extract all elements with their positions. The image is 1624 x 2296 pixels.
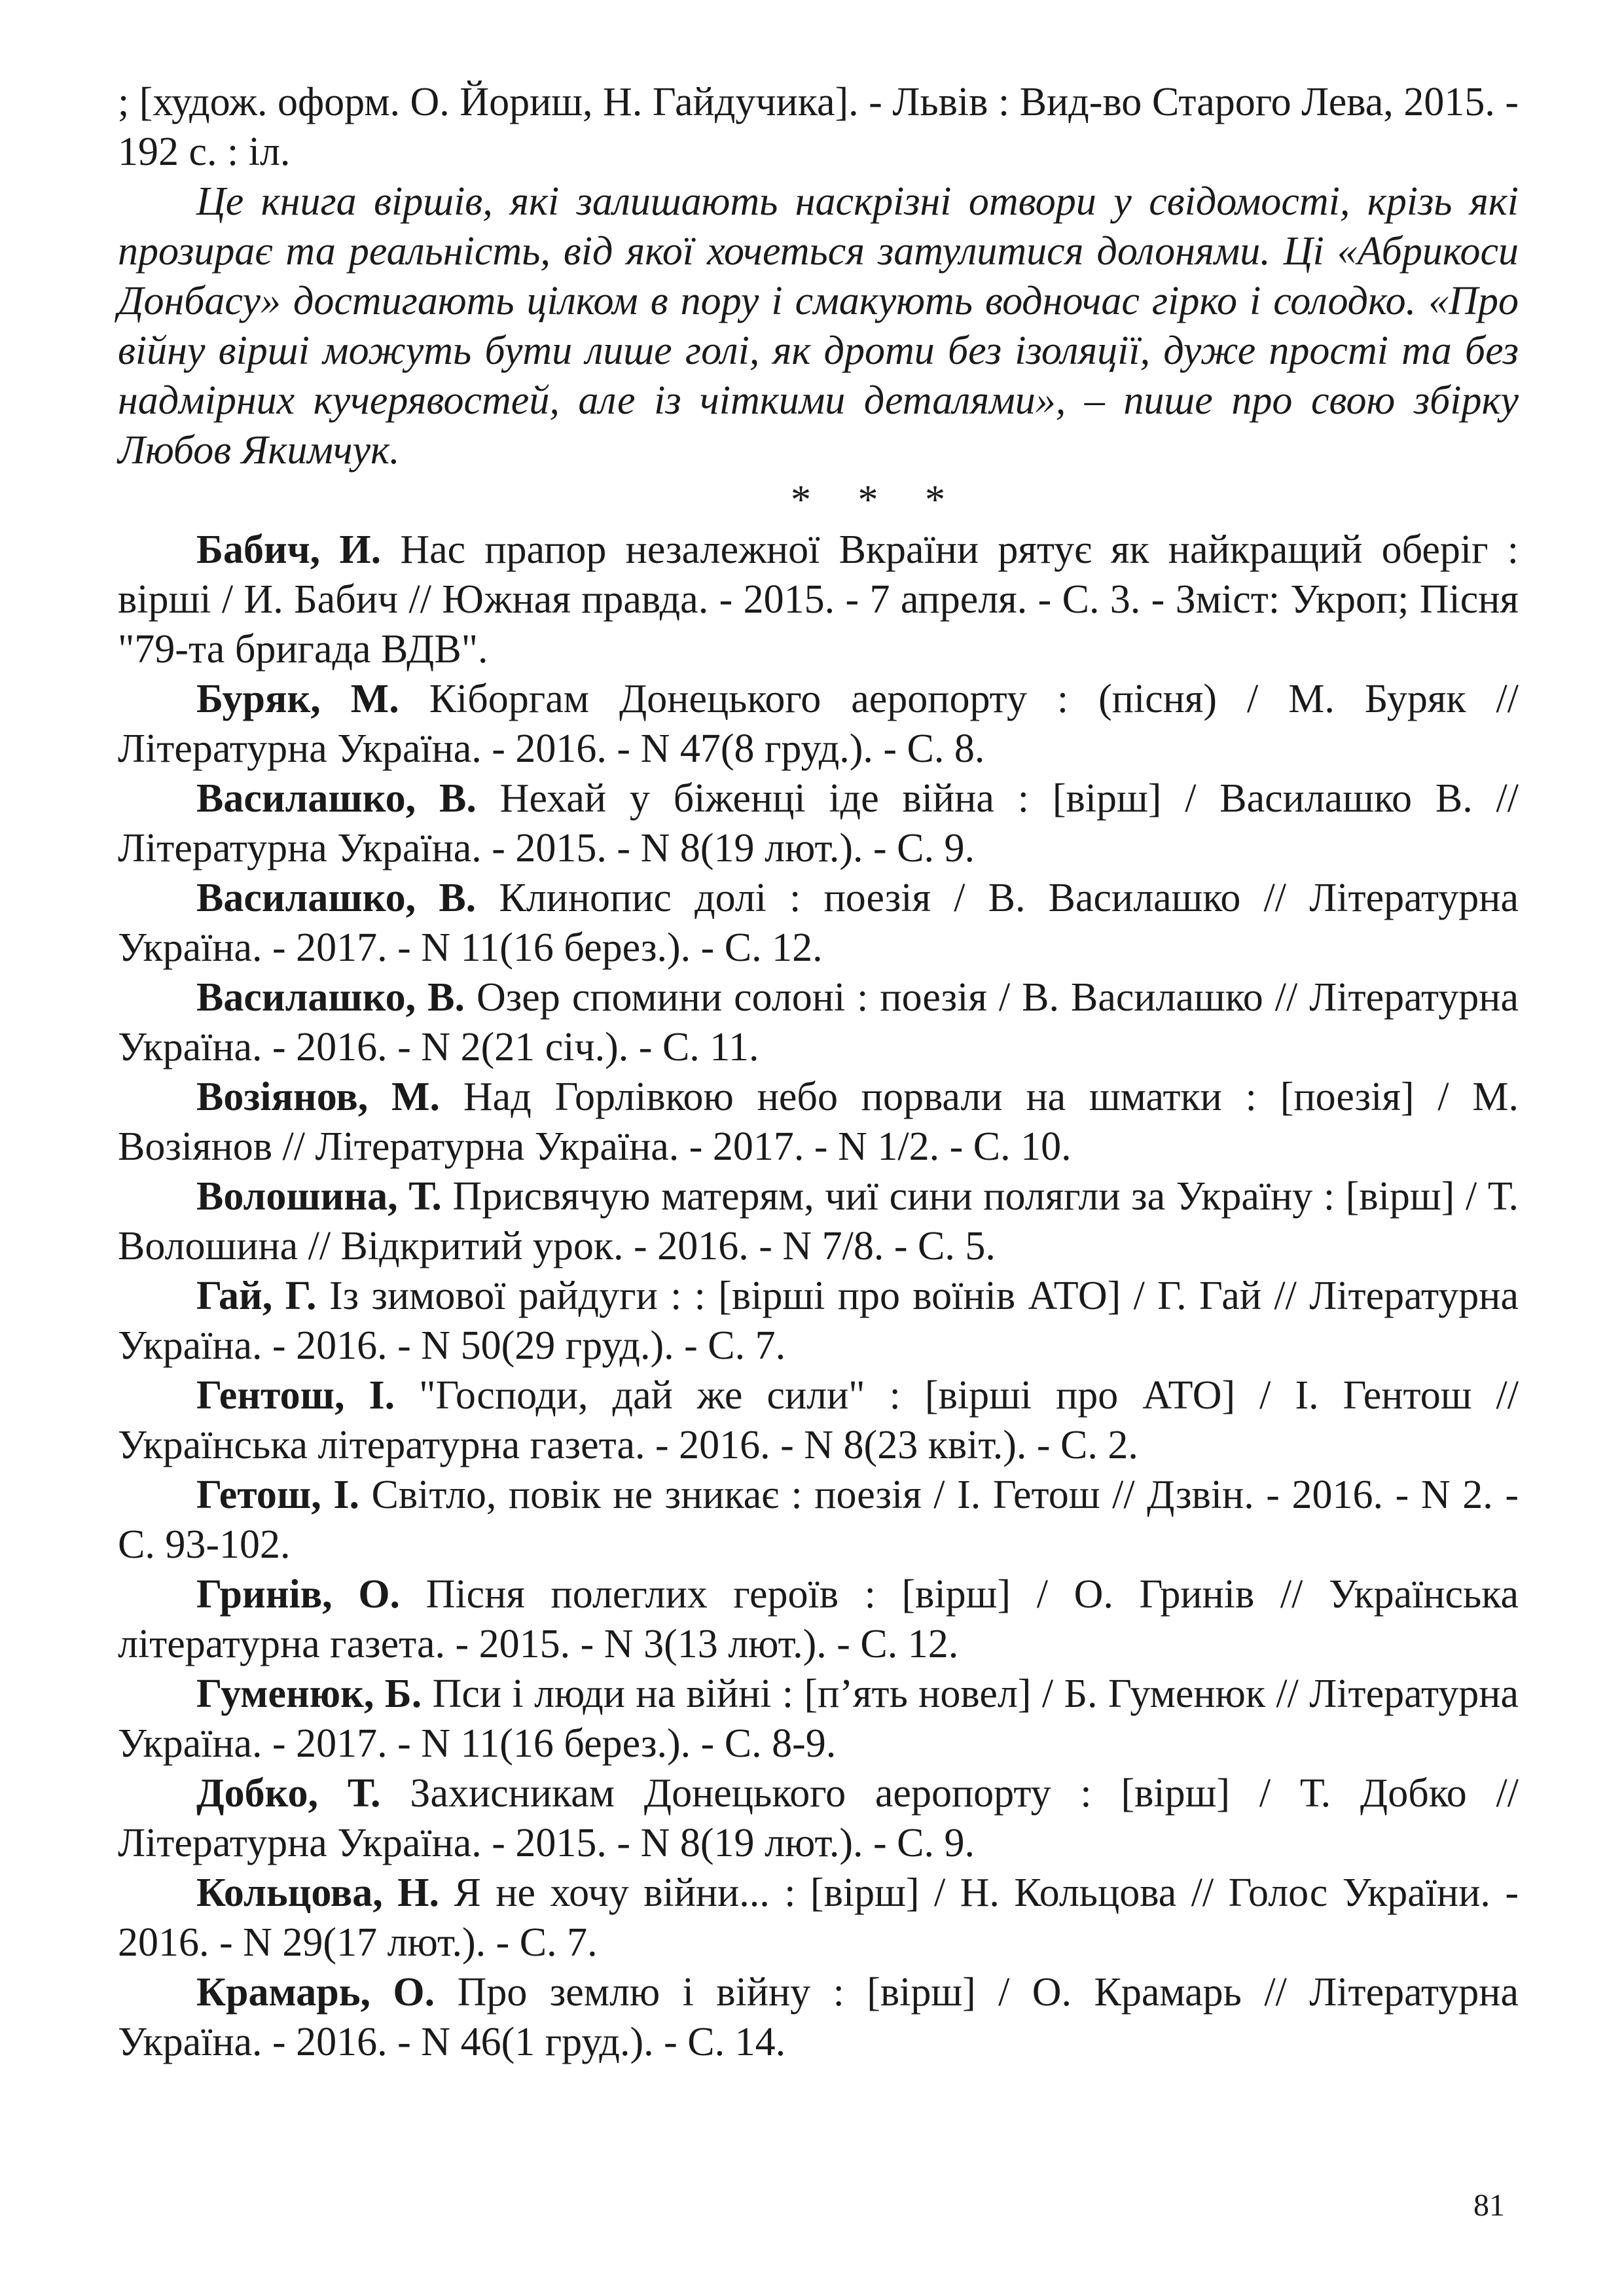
bibliography-entry: [118, 774, 1519, 873]
entry-author: Гай, Г.: [196, 1274, 317, 1318]
bibliography-entry: [118, 1072, 1519, 1172]
entry-text: Озер спомини солоні : поезія / В. Василашко // Літературна Україна. - 2016. - N 2(21 січ.). - С. 11.: [118, 975, 1519, 1069]
bibliography-entry: [118, 1371, 1519, 1470]
entry-author: Гуменюк, Б.: [196, 1672, 422, 1716]
bibliography-entry: [118, 1570, 1519, 1669]
entry-text: Кіборгам Донецького аеропорту : (пісня) / М. Буряк // Літературна Україна. - 2016. - N 47(8 груд.). - С. 8.: [118, 677, 1519, 771]
entry-text: Із зимової райдуги : : [вірші про воїнів АТО] / Г. Гай // Літературна Україна. - 2016. - N 50(29 груд.). - С. 7.: [118, 1274, 1519, 1368]
entry-text: Клинопис долі : поезія / В. Василашко // Літературна Україна. - 2017. - N 11(16 берез.). - С. 12.: [118, 876, 1519, 970]
bibliography-entry: [118, 873, 1519, 973]
entry-text: Нехай у біженці іде війна : [вірш] / Василашко В. // Літературна Україна. - 2015. - N 8(19 лют.). - С. 9.: [118, 776, 1519, 870]
continuation-text: ; [худож. оформ. О. Йориш, Н. Гайдучика]. - Львів : Вид-во Старого Лева, 2015. - 192 с. : іл.: [118, 80, 1519, 174]
entry-text: Пси і люди на війні : [п’ять новел] / Б. Гуменюк // Літературна Україна. - 2017. - N 11(16 берез.). - С. 8-9.: [118, 1672, 1519, 1766]
entry-text: Захисникам Донецького аеропорту : [вірш] / Т. Добко // Літературна Україна. - 2015. - N 8(19 лют.). - С. 9.: [118, 1771, 1519, 1865]
entry-author: Василашко, В.: [196, 776, 477, 821]
entry-author: Гентош, І.: [196, 1373, 395, 1418]
entry-text: Присвячую матерям, чиї сини полягли за Україну : [вірш] / Т. Волошина // Відкритий урок. - 2016. - N 7/8. - С. 5.: [118, 1174, 1519, 1268]
entry-text: "Господи, дай же сили" : [вірші про АТО] / І. Гентош // Українська літературна газета. - 2016. - N 8(23 квіт.). - С. 2.: [118, 1373, 1519, 1467]
page-body: [118, 77, 1519, 2067]
entry-author: Буряк, М.: [196, 677, 399, 721]
section-separator: * * *: [791, 478, 964, 522]
bibliography-entry: [118, 1768, 1519, 1868]
bibliography-entry: [118, 525, 1519, 674]
entry-text: Про землю і війну : [вірш] / О. Крамарь // Літературна Україна. - 2016. - N 46(1 груд.). - С. 14.: [118, 1970, 1519, 2064]
entry-author: Возіянов, М.: [196, 1075, 441, 1119]
bibliography-entry: [118, 1669, 1519, 1768]
entry-author: Добко, Т.: [196, 1771, 381, 1816]
bibliography-entry: [118, 1172, 1519, 1271]
entry-author: Василашко, В.: [196, 975, 465, 1020]
entry-author: Кольцова, Н.: [196, 1871, 439, 1915]
entry-text: Над Горлівкою небо порвали на шматки : [поезія] / М. Возіянов // Літературна Україна. - 2017. - N 1/2. - С. 10.: [118, 1075, 1519, 1169]
bibliography-entry: [118, 1967, 1519, 2067]
bibliography-entry: [118, 1868, 1519, 1967]
entry-author: Василашко, В.: [196, 876, 477, 920]
bibliography-entry: [118, 674, 1519, 774]
entry-text: Я не хочу війни... : [вірш] / Н. Кольцова // Голос України. - 2016. - N 29(17 лют.). - С. 7.: [118, 1871, 1519, 1965]
entry-text: Пісня полеглих героїв : [вірш] / О. Гринів // Українська літературна газета. - 2015. - N 3(13 лют.). - С. 12.: [118, 1572, 1519, 1666]
entry-author: Гетош, І.: [196, 1473, 359, 1517]
bibliography-entry: [118, 1470, 1519, 1570]
bibliography-list: [118, 525, 1519, 2067]
entry-author: Гринів, О.: [196, 1572, 401, 1617]
entry-author: Волошина, Т.: [196, 1174, 442, 1219]
entry-author: Бабич, И.: [196, 528, 382, 572]
page-number: 81: [1473, 2188, 1505, 2223]
book-annotation: Це книга віршів, які залишають наскрізні отвори у свідомості, крізь які прозирає та реальність, від якої хочеться затулитися долонями. Ці «Абрикоси Донбасу» достигають цілком в пору і смакують водночас гірко і солодко. «Про війну вірші можуть бути лише голі, як дроти без ізоляції, дуже прості та без надмірних кучерявостей, але із чіткими деталями», – пише про свою збірку Любов Якимчук.: [118, 179, 1519, 473]
bibliography-entry: [118, 973, 1519, 1072]
entry-text: Нас прапор незалежної Вкраїни рятує як найкращий оберіг : вірші / И. Бабич // Южная правда. - 2015. - 7 апреля. - С. 3. - Зміст: Укроп; Пісня "79-та бригада ВДВ".: [118, 528, 1519, 672]
entry-text: Світло, повік не зникає : поезія / І. Гетош // Дзвін. - 2016. - N 2. - С. 93-102.: [118, 1473, 1519, 1567]
bibliography-entry: [118, 1271, 1519, 1371]
entry-author: Крамарь, О.: [196, 1970, 435, 2015]
